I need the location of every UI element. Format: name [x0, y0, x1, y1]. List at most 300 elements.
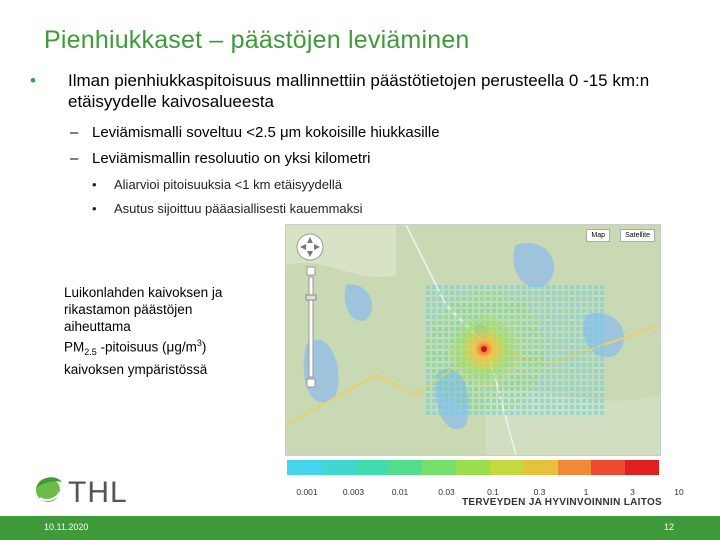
dispersion-cell [558, 357, 562, 361]
dispersion-cell [456, 315, 460, 319]
dispersion-cell [600, 351, 604, 355]
dispersion-cell [558, 333, 562, 337]
dispersion-cell [540, 345, 544, 349]
dispersion-cell [582, 369, 586, 373]
dispersion-cell [588, 333, 592, 337]
dispersion-cell [498, 399, 502, 403]
dispersion-cell [564, 363, 568, 367]
thl-logo-icon [28, 470, 68, 506]
dispersion-cell [558, 393, 562, 397]
dispersion-cell [594, 327, 598, 331]
dispersion-cell [504, 297, 508, 301]
dispersion-cell [504, 411, 508, 415]
dispersion-cell [564, 309, 568, 313]
dispersion-cell [552, 321, 556, 325]
dispersion-cell [456, 393, 460, 397]
dispersion-cell [600, 303, 604, 307]
dispersion-cell [528, 333, 532, 337]
dispersion-cell [546, 333, 550, 337]
dispersion-cell [498, 411, 502, 415]
dispersion-cell [510, 399, 514, 403]
dispersion-cell [438, 351, 442, 355]
dispersion-cell [540, 381, 544, 385]
dispersion-cell [444, 315, 448, 319]
dispersion-cell [444, 303, 448, 307]
dispersion-cell [438, 333, 442, 337]
color-scale-tick-label: 10 [674, 487, 684, 497]
dispersion-cell [588, 369, 592, 373]
dispersion-cell [600, 393, 604, 397]
dispersion-cell [444, 351, 448, 355]
dispersion-cell [492, 309, 496, 313]
dispersion-cell [588, 351, 592, 355]
dispersion-cell [582, 339, 586, 343]
dispersion-cell [438, 309, 442, 313]
dispersion-cell [510, 411, 514, 415]
thl-logo-text: THL [68, 476, 128, 509]
dispersion-cell [474, 405, 478, 409]
dispersion-cell [438, 303, 442, 307]
dispersion-cell [504, 303, 508, 307]
dispersion-cell [516, 399, 520, 403]
dispersion-cell [570, 315, 574, 319]
dispersion-cell [516, 369, 520, 373]
dispersion-cell [486, 309, 490, 313]
dispersion-cell [546, 393, 550, 397]
dispersion-cell [456, 309, 460, 313]
dispersion-cell [582, 363, 586, 367]
dispersion-cell [456, 291, 460, 295]
dispersion-cell [510, 315, 514, 319]
dispersion-cell [528, 315, 532, 319]
dispersion-cell [570, 357, 574, 361]
dispersion-cell [564, 411, 568, 415]
dispersion-cell [600, 291, 604, 295]
dispersion-cell [534, 399, 538, 403]
color-scale-swatch [287, 460, 321, 475]
dispersion-cell [474, 411, 478, 415]
dispersion-cell [588, 327, 592, 331]
dispersion-cell [522, 315, 526, 319]
dispersion-cell [438, 405, 442, 409]
dispersion-cell [576, 285, 580, 289]
dispersion-cell [594, 411, 598, 415]
dispersion-cell [468, 387, 472, 391]
dispersion-cell [588, 363, 592, 367]
color-scale-bar [287, 460, 659, 475]
dispersion-cell [564, 351, 568, 355]
dispersion-cell [516, 411, 520, 415]
dispersion-cell [474, 297, 478, 301]
dispersion-cell [582, 411, 586, 415]
dispersion-cell [438, 393, 442, 397]
dispersion-cell [576, 381, 580, 385]
dispersion-cell [456, 411, 460, 415]
dispersion-cell [486, 303, 490, 307]
dispersion-cell [504, 309, 508, 313]
dispersion-cell [426, 351, 430, 355]
dispersion-cell [432, 297, 436, 301]
map-nav-control[interactable] [297, 234, 323, 260]
dispersion-cell [498, 297, 502, 301]
dispersion-cell [438, 327, 442, 331]
dispersion-cell [594, 381, 598, 385]
dispersion-cell [426, 375, 430, 379]
dispersion-cell [552, 375, 556, 379]
dispersion-cell [588, 339, 592, 343]
dispersion-cell [432, 363, 436, 367]
dispersion-cell [438, 387, 442, 391]
dispersion-cell [534, 387, 538, 391]
dispersion-cell [540, 339, 544, 343]
dispersion-cell [522, 351, 526, 355]
dispersion-cell [462, 285, 466, 289]
dispersion-cell [528, 345, 532, 349]
dispersion-cell [558, 351, 562, 355]
dispersion-cell [540, 297, 544, 301]
dispersion-cell [504, 381, 508, 385]
dispersion-cell [468, 285, 472, 289]
dispersion-cell [432, 327, 436, 331]
dispersion-cell [588, 321, 592, 325]
dispersion-cell [540, 309, 544, 313]
dispersion-cell [564, 393, 568, 397]
dispersion-cell [432, 387, 436, 391]
dispersion-cell [468, 303, 472, 307]
dispersion-cell [600, 321, 604, 325]
dispersion-cell [534, 381, 538, 385]
dispersion-cell [504, 315, 508, 319]
dispersion-cell [600, 345, 604, 349]
dispersion-cell [486, 285, 490, 289]
dispersion-cell [558, 315, 562, 319]
dispersion-cell [510, 393, 514, 397]
dispersion-cell [534, 309, 538, 313]
dispersion-cell [438, 369, 442, 373]
dispersion-cell [438, 411, 442, 415]
dispersion-cell [438, 381, 442, 385]
dispersion-cell [570, 399, 574, 403]
color-scale-tick-label: 0.001 [296, 487, 318, 497]
dispersion-cell [450, 369, 454, 373]
dispersion-cell [576, 315, 580, 319]
dispersion-cell [426, 297, 430, 301]
dispersion-cell [480, 405, 484, 409]
dispersion-cell [600, 315, 604, 319]
dispersion-cell [540, 321, 544, 325]
dispersion-cell [438, 297, 442, 301]
dispersion-cell [546, 321, 550, 325]
bullet-dash: – [70, 124, 79, 141]
dispersion-cell [552, 333, 556, 337]
dispersion-cell [570, 327, 574, 331]
dispersion-cell [534, 303, 538, 307]
dispersion-cell [582, 387, 586, 391]
color-scale-tick-label: 3 [630, 487, 635, 497]
dispersion-cell [576, 321, 580, 325]
dispersion-cell [462, 291, 466, 295]
dispersion-cell [474, 285, 478, 289]
dispersion-cell [504, 399, 508, 403]
dispersion-cell [594, 291, 598, 295]
dispersion-cell [528, 381, 532, 385]
dispersion-cell [552, 327, 556, 331]
dispersion-cell [450, 321, 454, 325]
dispersion-cell [516, 285, 520, 289]
dispersion-cell [600, 285, 604, 289]
dispersion-cell [516, 315, 520, 319]
dispersion-cell [588, 309, 592, 313]
dispersion-cell [426, 345, 430, 349]
dispersion-cell [456, 399, 460, 403]
caption-unit-sup: 3 [196, 338, 202, 348]
map-type-button[interactable]: Map [586, 229, 610, 242]
dispersion-cell [534, 351, 538, 355]
dispersion-cell [576, 405, 580, 409]
dispersion-cell [456, 285, 460, 289]
dispersion-cell [432, 399, 436, 403]
dispersion-cell [534, 333, 538, 337]
dispersion-cell [540, 351, 544, 355]
dispersion-cell [582, 351, 586, 355]
dispersion-cell [462, 393, 466, 397]
dispersion-cell [600, 411, 604, 415]
color-scale-swatch [422, 460, 456, 475]
dispersion-cell [564, 321, 568, 325]
dispersion-cell [444, 333, 448, 337]
dispersion-cell [450, 375, 454, 379]
dispersion-cell [540, 411, 544, 415]
dispersion-cell [498, 309, 502, 313]
dispersion-cell [438, 339, 442, 343]
caption-line: kaivoksen ympäristössä [64, 362, 208, 378]
dispersion-cell [474, 291, 478, 295]
dispersion-cell [438, 363, 442, 367]
dispersion-cell [462, 405, 466, 409]
color-scale-tick-label: 0.01 [391, 487, 409, 497]
dispersion-cell [600, 369, 604, 373]
satellite-type-button[interactable]: Satellite [620, 229, 655, 242]
dispersion-cell [426, 357, 430, 361]
dispersion-cell [522, 399, 526, 403]
dispersion-cell [594, 387, 598, 391]
dispersion-cell [564, 285, 568, 289]
dispersion-map[interactable] [285, 224, 661, 456]
dispersion-cell [510, 291, 514, 295]
dispersion-cell [552, 309, 556, 313]
dispersion-cell [504, 405, 508, 409]
dispersion-cell [462, 399, 466, 403]
caption-unit: -pitoisuus (μg/m [96, 339, 197, 355]
dispersion-cell [438, 321, 442, 325]
dispersion-cell [552, 381, 556, 385]
dispersion-cell [522, 387, 526, 391]
dispersion-cell [594, 315, 598, 319]
dispersion-cell [528, 357, 532, 361]
dispersion-cell [570, 369, 574, 373]
dispersion-cell [588, 357, 592, 361]
dispersion-cell [576, 303, 580, 307]
dispersion-cell [462, 297, 466, 301]
dispersion-cell [540, 363, 544, 367]
dispersion-cell [528, 327, 532, 331]
dispersion-cell [510, 297, 514, 301]
color-scale-swatch [490, 460, 524, 475]
dispersion-cell [432, 381, 436, 385]
color-scale-swatch [558, 460, 592, 475]
dispersion-cell [432, 291, 436, 295]
bullet-dot: • [92, 201, 97, 216]
dispersion-cell [492, 285, 496, 289]
caption-pm: PM [64, 339, 85, 355]
color-scale-tick-label: 0.1 [487, 487, 499, 497]
dispersion-cell [444, 393, 448, 397]
dispersion-cell [534, 321, 538, 325]
dispersion-cell [528, 291, 532, 295]
dispersion-cell [534, 363, 538, 367]
dispersion-cell [480, 393, 484, 397]
dispersion-cell [426, 381, 430, 385]
dispersion-cell [444, 411, 448, 415]
slide-title: Pienhiukkaset – päästöjen leviäminen [44, 26, 470, 54]
dispersion-cell [594, 297, 598, 301]
dispersion-cell [540, 357, 544, 361]
dispersion-cell [528, 375, 532, 379]
dispersion-cell [528, 369, 532, 373]
dispersion-cell [594, 303, 598, 307]
dispersion-cell [474, 303, 478, 307]
dispersion-cell [564, 339, 568, 343]
dispersion-cell [534, 285, 538, 289]
dispersion-cell [516, 381, 520, 385]
dispersion-cell [600, 297, 604, 301]
dispersion-cell [516, 297, 520, 301]
dispersion-cell [558, 291, 562, 295]
dispersion-cell [558, 327, 562, 331]
dispersion-cell [594, 321, 598, 325]
dispersion-cell [600, 399, 604, 403]
dispersion-cell [564, 381, 568, 385]
dispersion-cell [588, 399, 592, 403]
dispersion-cell [576, 399, 580, 403]
dispersion-cell [582, 393, 586, 397]
dispersion-cell [540, 291, 544, 295]
dispersion-cell [558, 297, 562, 301]
dispersion-cell [516, 321, 520, 325]
dispersion-cell [576, 411, 580, 415]
dispersion-cell [480, 285, 484, 289]
dispersion-cell [570, 291, 574, 295]
dispersion-cell [582, 291, 586, 295]
dispersion-cell [534, 375, 538, 379]
dispersion-cell [468, 297, 472, 301]
dispersion-cell [522, 327, 526, 331]
dispersion-cell [558, 369, 562, 373]
dispersion-cell [486, 291, 490, 295]
dispersion-cell [534, 369, 538, 373]
dispersion-cell [522, 309, 526, 313]
dispersion-cell [444, 297, 448, 301]
dispersion-cell [558, 321, 562, 325]
dispersion-cell [510, 285, 514, 289]
dispersion-cell [564, 315, 568, 319]
dispersion-cell [588, 375, 592, 379]
dispersion-cell [432, 285, 436, 289]
dispersion-cell [552, 405, 556, 409]
dispersion-cell [588, 285, 592, 289]
bullet-dot: • [92, 177, 97, 192]
dispersion-cell [594, 375, 598, 379]
dispersion-cell [582, 381, 586, 385]
color-scale-swatch [321, 460, 355, 475]
dispersion-cell [534, 405, 538, 409]
dispersion-cell [564, 387, 568, 391]
dispersion-cell [588, 393, 592, 397]
dispersion-cell [558, 339, 562, 343]
dispersion-cell [546, 291, 550, 295]
dispersion-cell [576, 351, 580, 355]
dispersion-cell [432, 357, 436, 361]
dispersion-cell [588, 387, 592, 391]
bullet-text: Leviämismalli soveltuu <2.5 μm kokoisille hiukkasille [92, 124, 440, 141]
dispersion-cell [588, 303, 592, 307]
dispersion-cell [450, 411, 454, 415]
footer-bar [0, 516, 720, 540]
dispersion-cell [582, 333, 586, 337]
dispersion-cell [570, 297, 574, 301]
dispersion-cell [540, 315, 544, 319]
dispersion-cell [456, 405, 460, 409]
dispersion-cell [444, 309, 448, 313]
dispersion-cell [600, 363, 604, 367]
dispersion-cell [522, 339, 526, 343]
dispersion-cell [540, 399, 544, 403]
dispersion-cell [432, 315, 436, 319]
dispersion-cell [588, 291, 592, 295]
dispersion-cell [522, 291, 526, 295]
dispersion-cell [594, 363, 598, 367]
dispersion-cell [582, 345, 586, 349]
dispersion-cell [582, 321, 586, 325]
map-caption [64, 284, 274, 378]
bullet-text: Aliarvioi pitoisuuksia <1 km etäisyydellä [114, 177, 342, 192]
dispersion-cell [600, 387, 604, 391]
dispersion-cell [546, 387, 550, 391]
color-scale-swatch [388, 460, 422, 475]
dispersion-cell [552, 393, 556, 397]
dispersion-cell [522, 363, 526, 367]
dispersion-cell [456, 381, 460, 385]
dispersion-cell [564, 345, 568, 349]
dispersion-cell [444, 399, 448, 403]
dispersion-cell [486, 405, 490, 409]
color-scale-tick-label: 0.3 [533, 487, 546, 497]
dispersion-cell [552, 345, 556, 349]
dispersion-cell [456, 297, 460, 301]
dispersion-cell [564, 327, 568, 331]
dispersion-cell [498, 291, 502, 295]
dispersion-cell [546, 303, 550, 307]
dispersion-cell [582, 405, 586, 409]
dispersion-cell [468, 399, 472, 403]
dispersion-cell [546, 285, 550, 289]
dispersion-cell [426, 303, 430, 307]
dispersion-cell [570, 309, 574, 313]
bullet-text: Asutus sijoittuu pääasiallisesti kauemmaksi [114, 201, 363, 216]
dispersion-cell [426, 285, 430, 289]
dispersion-cell [492, 387, 496, 391]
dispersion-cell [552, 357, 556, 361]
